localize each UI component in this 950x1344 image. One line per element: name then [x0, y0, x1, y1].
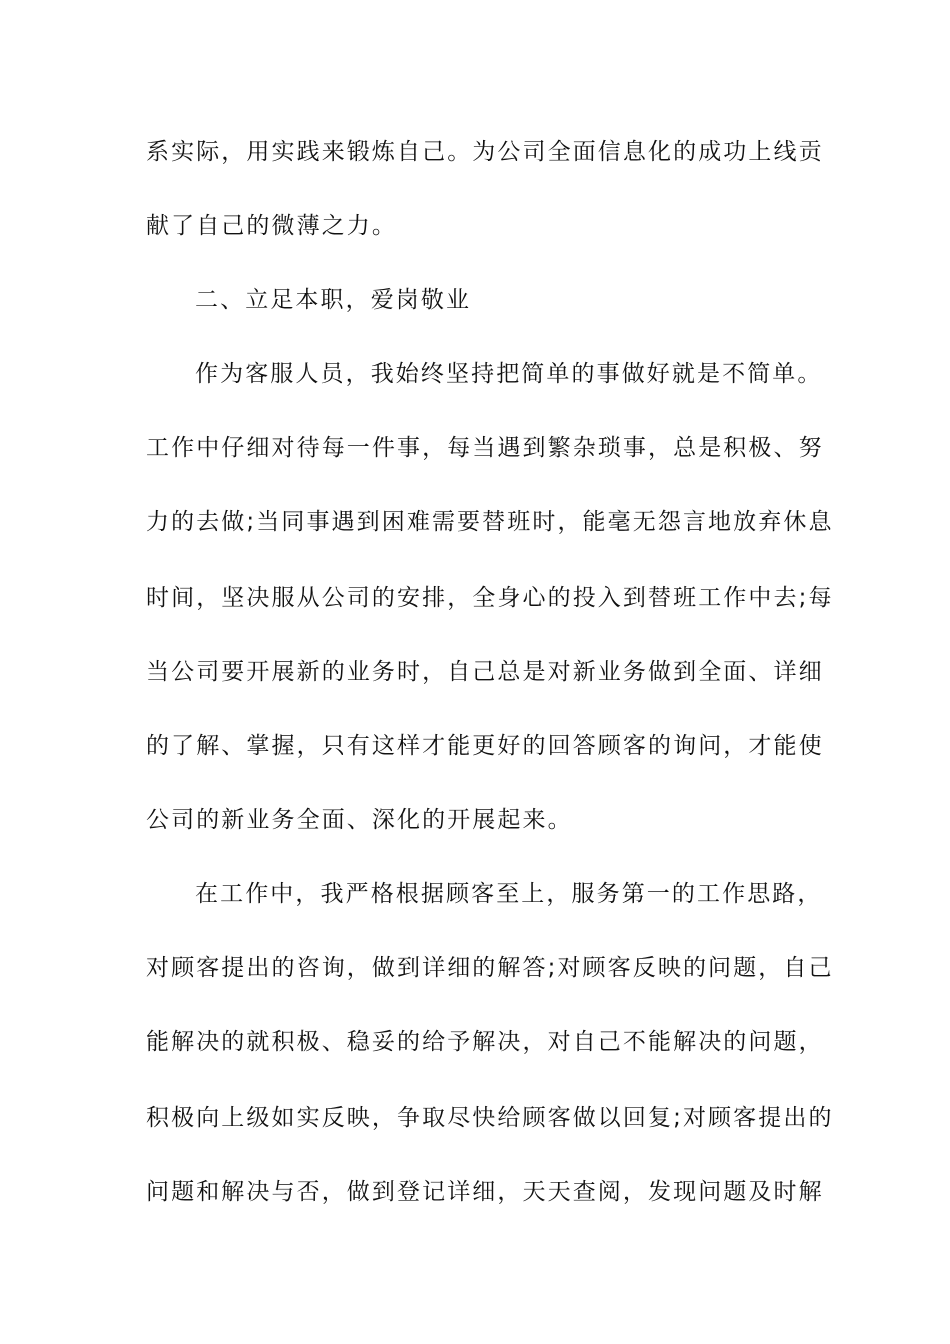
text-line: 在工作中，我严格根据顾客至上，服务第一的工作思路， [195, 881, 823, 907]
text-line: 作为客服人员，我始终坚持把简单的事做好就是不简单。 [195, 361, 823, 387]
text-line: 积极向上级如实反映，争取尽快给顾客做以回复;对顾客提出的 [146, 1105, 834, 1131]
text-line: 公司的新业务全面、深化的开展起来。 [146, 807, 573, 833]
text-line: 当公司要开展新的业务时，自己总是对新业务做到全面、详细 [146, 659, 824, 685]
text-line: 时间，坚决服从公司的安排，全身心的投入到替班工作中去;每 [146, 585, 834, 611]
text-line: 系实际，用实践来锻炼自己。为公司全面信息化的成功上线贡 [146, 139, 824, 165]
text-line: 问题和解决与否，做到登记详细，天天查阅，发现问题及时解 [146, 1179, 824, 1205]
text-line: 力的去做;当同事遇到困难需要替班时，能毫无怨言地放弃休息 [146, 509, 834, 535]
text-line: 对顾客提出的咨询，做到详细的解答;对顾客反映的问题，自己 [146, 955, 834, 981]
text-line: 工作中仔细对待每一件事，每当遇到繁杂琐事，总是积极、努 [146, 435, 824, 461]
text-line: 的了解、掌握，只有这样才能更好的回答顾客的询问，才能使 [146, 733, 824, 759]
text-line: 能解决的就积极、稳妥的给予解决，对自己不能解决的问题， [146, 1029, 824, 1055]
text-line: 献了自己的微薄之力。 [146, 213, 397, 239]
section-heading: 二、立足本职，爱岗敬业 [195, 287, 472, 313]
